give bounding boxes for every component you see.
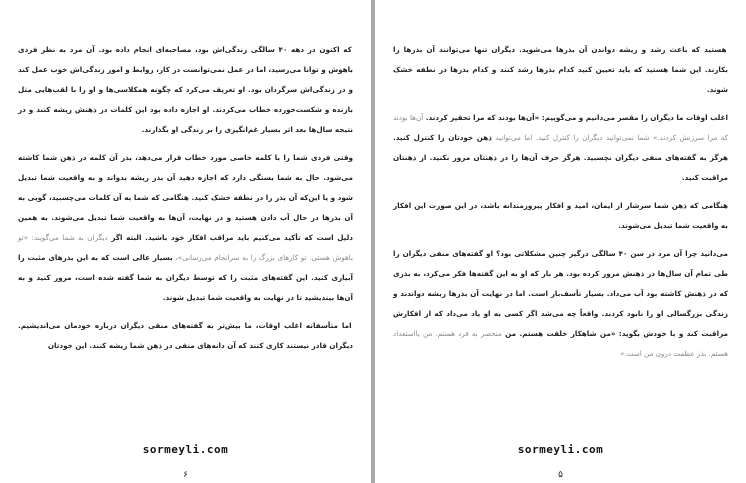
- site-footer: sormeyli.com: [517, 443, 604, 456]
- page-number: ۵: [558, 470, 563, 480]
- quote-line: منحصر به فرد هستم. من بااستعداد هستم. بذر عظمت درون من است.»: [393, 329, 728, 358]
- paragraph: [393, 196, 728, 236]
- text-line: کنند و در نتیجه سال‌ها بعد اثر بسیار غم‌انگیزی را بر زندگی او بگذارند.: [18, 105, 353, 134]
- paragraph: [18, 316, 353, 356]
- text-line: ذهن خودتان را کنترل کنید. هرگز به گفته‌های منفی دیگران نچسبید. هرگز حرف آن‌ها را: [393, 133, 728, 162]
- text-line: که اکنون در دهه ۴۰ سالگی زندگی‌اش بود، مصاحبه‌ای انجام داده بود. آن مرد به نظر فردی: [18, 45, 352, 54]
- text-line: می‌کرد، به بذری که در ذهنش کاشته بود آب می‌داد. بسیار تأسف‌بار است. اما در نهایت: [393, 269, 728, 298]
- site-footer: sormeyli.com: [142, 443, 229, 456]
- text-line: خشک شوند.: [393, 65, 728, 94]
- text-line: آن بذرها ریشه دواندند و زندگی بزرگسالی او را نابود کردند. واقعاً چه می‌شد اگر کسی به: [393, 289, 728, 318]
- text-line: افکار به واقعیت شما تبدیل می‌شوند.: [393, 201, 728, 230]
- left-page: [0, 0, 371, 483]
- text-line: دیگران را طی تمام آن سال‌ها در ذهنش مرور کرده بود. هر بار که او به این گفته‌ها فکر: [393, 249, 728, 278]
- left-page-text: [18, 40, 353, 364]
- text-line: کاشته می‌شود. حال به شما بستگی دارد که اجازه دهید آن بذر ریشه بدواند و به واقعیت: [18, 153, 353, 182]
- text-line: هنگامی که ذهن شما سرشار از ایمان، امید و افکار پیروزمندانه باشد، در این صورت این: [411, 201, 728, 210]
- text-line: تبدیل شوند.: [162, 293, 206, 302]
- text-line: بکارند. این شما هستید که باید تعیین کنید کدام بذرها رشد کنند و کدام بذرها در نطفه: [412, 65, 728, 74]
- text-line: شما تبدیل شود و یا این‌که آن بذر را در نطفه خشک کنید. هنگامی که شما به آن کلمات: [18, 173, 353, 202]
- paragraph: [393, 40, 728, 100]
- text-line: دیگران قادر نیستند کاری کنند که آن دانه‌های منفی در ذهن شما ریشه کنند. این خودتان: [47, 341, 353, 350]
- paragraph: [393, 244, 728, 364]
- paragraph: [393, 108, 728, 188]
- text-line: دیگران به شما گفته شده است، مرور کنید و به آن‌ها بیندیشید تا در نهایت به واقعیت شما: [18, 273, 353, 302]
- text-line: در ذهنتان مرور نکنید. از ذهنتان مراقبت کنید.: [393, 153, 728, 182]
- quote-line: آن‌ها بودند که مرا سرزنش کردند.» شما نمی‌توانید دیگران را کنترل کنید. اما می‌توانید: [393, 113, 729, 142]
- text-line: وقتی فردی شما را با کلمه خاصی مورد خطاب قرار می‌دهد، بذر آن کلمه در ذهن شما: [39, 153, 353, 162]
- right-page: [375, 0, 746, 483]
- right-page-text: [393, 40, 728, 372]
- text-line: بسیار عالی است که به این بذرهای مثبت را آبیاری کنید. این گفته‌های مثبت را که توسط: [18, 253, 353, 282]
- text-line: مثل بازنده و شکست‌خورده خطاب می‌کردند. او اجازه داده بود این کلمات در ذهنش ریشه: [18, 85, 353, 114]
- text-line: کند و در زندگی‌اش سرگردان بود. او تعریف می‌کرد که چگونه همکلاسی‌ها و او را با لقب‌هایی: [18, 65, 353, 94]
- text-line: هستید که باعث رشد و ریشه دواندن آن بذرها می‌شوید. دیگران تنها می‌توانند آن بذرها را: [393, 45, 727, 54]
- paragraph: [18, 40, 353, 140]
- page-number: ۶: [183, 470, 188, 480]
- text-line: باهوش و توانا می‌رسید، اما در عمل نمی‌توانست در کار، روابط و امور زندگی‌اش خوب عمل: [29, 65, 353, 74]
- quote-line: دیگران به شما می‌گویند: «تو باهوش هستی. تو کارهای بزرگ را به سرانجام می‌رسانی»،: [18, 233, 353, 262]
- text-line: اما متأسفانه اغلب اوقات، ما بیش‌تر به گفته‌های منفی دیگران درباره خودمان می‌اندیشیم.: [18, 321, 352, 330]
- text-line: اغلب اوقات ما دیگران را مقصر می‌دانیم و می‌گوییم: «آن‌ها بودند که مرا تحقیر کردند.: [423, 113, 728, 122]
- paragraph: [18, 148, 353, 308]
- text-line: می‌چسبید، گویی به آن بذرها در حال آب دادن هستید و در نهایت، آن‌ها به واقعیت شما: [18, 193, 354, 222]
- text-line: می‌دانید چرا آن مرد در سن ۴۰ سالگی درگیر چنین مشکلاتی بود؟ او گفته‌های منفی: [426, 249, 728, 258]
- text-line: او یاد می‌داد که از افکارش مراقبت کند و با خودش بگوید: «من شاهکار خلقت هستم. من: [393, 309, 728, 338]
- text-line: تبدیل می‌شوند. به همین دلیل است که تأکید می‌کنیم باید مراقب افکار خود باشید. البته اگر: [18, 213, 353, 242]
